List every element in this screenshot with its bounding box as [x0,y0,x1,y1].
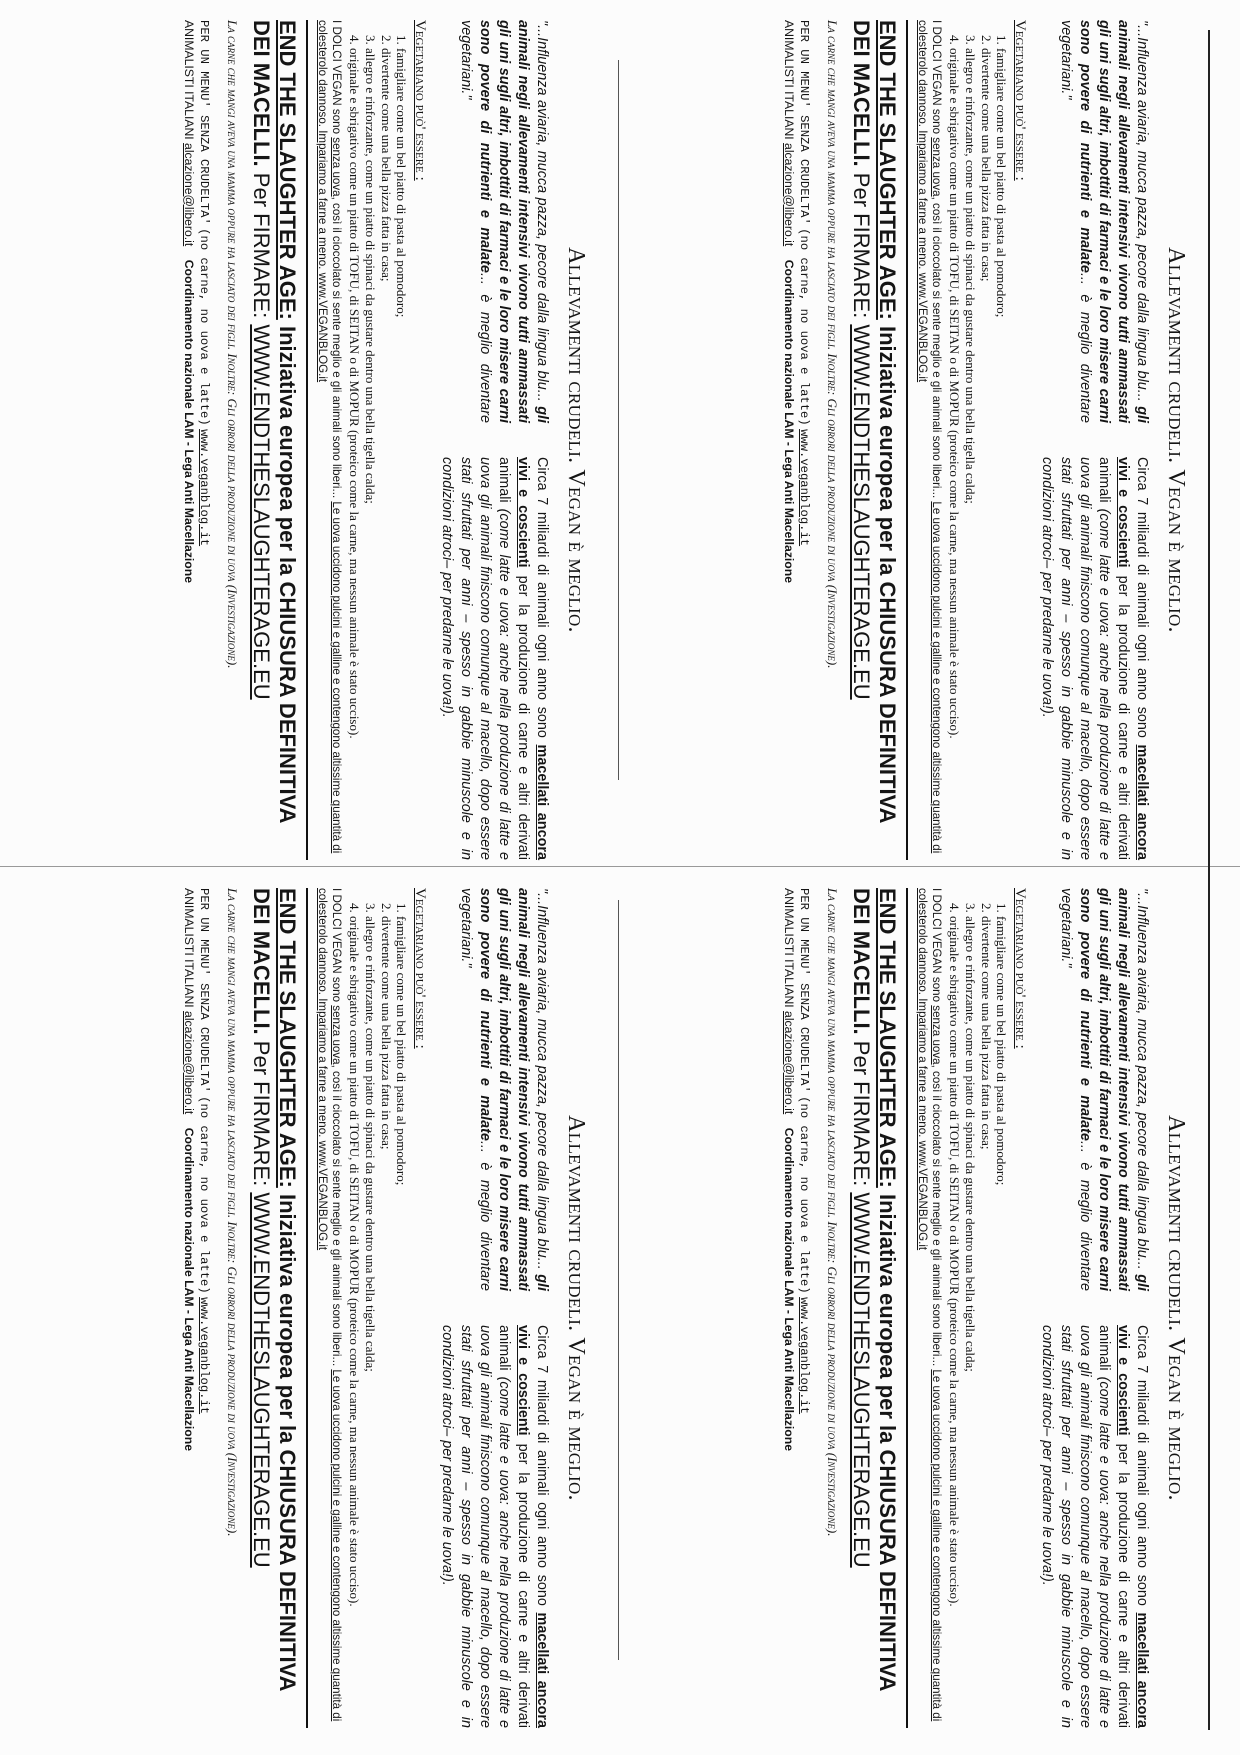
end-url-link[interactable]: WWW.ENDTHESLAUGHTERAGE.EU [849,1192,875,1568]
end-title: END THE SLAUGHTER AGE: [875,888,901,1188]
quote-intro: "...Influenza aviaria, mucca pazza, pecore dalla lingua blu... [1134,888,1151,1275]
veg-heading: Vegetariano può' essere : [412,20,429,181]
dolci-mid: , così il cioccolato si sente meglio e gli animali sono liberi... [329,1064,343,1370]
end-slaughter-block [248,888,309,1728]
end-url-link[interactable]: WWW.ENDTHESLAUGHTERAGE.EU [849,324,875,700]
flyer-title: Allevamenti crudeli. Vegan è meglio. [1163,247,1189,633]
list-item: 3. allegro e rinforzante, come un piatto di spinaci da gustare dentro una bella tigella calda; [962,916,978,1728]
carne-line: La carne che mangi aveva una mamma oppure ha lasciato dei figli. Inoltre: Gli orrori della produzione di uova (Investigazione). [224,888,240,1537]
quote-column [437,20,551,423]
menu-line [182,888,212,1728]
list-item: 1. famigliare come un bel piatto di pasta al pomodoro; [994,916,1010,1728]
circa-mid: per la produzione di carne e altri derivati animali [496,457,532,860]
veg-heading: Vegetariano può' essere : [1012,888,1029,1049]
quote-end: ... è meglio diventare vegetariani." [458,20,494,423]
email-link[interactable]: alcazione@libero.it [782,143,797,247]
coordinamento: Coordinamento nazionale LAM - Lega Anti Macellazione [182,259,197,583]
flyer-title: Allevamenti crudeli. Vegan è meglio. [563,1115,589,1501]
end-initiative: Iniziativa europea per la CHIUSURA DEFINITIVA DEI MACELLI. [849,20,901,823]
end-firmare: Per FIRMARE: [249,1040,275,1187]
dolci-senza-uova: senza uova [329,137,343,197]
end-url-link[interactable]: WWW.ENDTHESLAUGHTERAGE.EU [249,324,275,700]
circa-mid: per la produzione di carne e altri derivati animali [496,1325,532,1728]
menu-note: (no carne, no uova e latte) [797,1096,812,1294]
veg-list [947,48,1009,860]
list-item: 4. originale e sbrigativo come un piatto di TOFU, di SEITAN o di MOPUR (proteico come la carne, ma nessun animale è stato ucciso). [947,916,963,1728]
circa-italic: (come latte e uova: anche nella produzione di latte e uova gli animali finiscono comunque al macello, dopo essere stati sfruttati per anni – spesso in gabbie minuscole e in condizioni atroci– per predarne le uova!). [439,1325,513,1728]
circa-bold: macellati ancora vivi e coscienti [1115,1325,1151,1728]
dolci-end: Le uova uccidono pulcini e galline e contengono altissime quantità di colesterolo dannoso. Impariamo a farne a meno. www.VEGANBLOG.it [315,888,343,1722]
coordinamento: Coordinamento nazionale LAM - Lega Anti Macellazione [182,1127,197,1451]
flyer [42,10,600,870]
dolci-mid: , così il cioccolato si sente meglio e gli animali sono liberi... [329,196,343,502]
veg-list [347,916,409,1728]
circa-italic: (come latte e uova: anche nella produzione di latte e uova gli animali finiscono comunque al macello, dopo essere stati sfruttati per anni – spesso in gabbie minuscole e in condizioni atroci– per predarne le uova!). [1039,1325,1113,1728]
list-item: 3. allegro e rinforzante, come un piatto di spinaci da gustare dentro una bella tigella calda; [962,48,978,860]
dolci-end: Le uova uccidono pulcini e galline e contengono altissime quantità di colesterolo dannoso. Impariamo a farne a meno. www.VEGANBLOG.it [915,888,943,1722]
end-firmare: Per FIRMARE: [249,172,275,319]
end-url-link[interactable]: WWW.ENDTHESLAUGHTERAGE.EU [249,1192,275,1568]
carne-line: La carne che mangi aveva una mamma oppure ha lasciato dei figli. Inoltre: Gli orrori della produzione di uova (Investigazione). [824,20,840,669]
flyer [42,878,600,1738]
list-item: 2. divertente come una bella pizza fatta in casa; [378,48,394,860]
circa-intro: Circa 7 miliardi di animali ogni anno sono [1134,457,1151,745]
menu-note: (no carne, no uova e latte) [197,228,212,426]
end-title: END THE SLAUGHTER AGE: [875,20,901,320]
circa-mid: per la produzione di carne e altri derivati animali [1096,1325,1132,1728]
circa-column [1037,457,1151,860]
circa-italic: (come latte e uova: anche nella produzione di latte e uova gli animali finiscono comunque al macello, dopo essere stati sfruttati per anni – spesso in gabbie minuscole e in condizioni atroci– per predarne le uova!). [439,457,513,860]
menu-prefix: PER UN MENU' SENZA CRUDELTA' [197,888,212,1093]
veg-list [947,916,1009,1728]
circa-italic: (come latte e uova: anche nella produzione di latte e uova gli animali finiscono comunque al macello, dopo essere stati sfruttati per anni – spesso in gabbie minuscole e in condizioni atroci– per predarne le uova!). [1039,457,1113,860]
flyer-top-right [642,10,1200,870]
circa-column [1037,1325,1151,1728]
dolci-vegan-text [914,20,942,860]
list-item: 3. allegro e rinforzante, come un piatto di spinaci da gustare dentro una bella tigella calda; [362,48,378,860]
flyer-bottom-left [42,878,600,1738]
dolci-intro: I DOLCI VEGAN sono [929,20,943,138]
quote-intro: "...Influenza aviaria, mucca pazza, pecore dalla lingua blu... [534,20,551,407]
circa-column [437,457,551,860]
circa-column [437,1325,551,1728]
menu-prefix: PER UN MENU' SENZA CRUDELTA' [797,20,812,225]
veg-heading: Vegetariano può' essere : [1012,20,1029,181]
flyer-title: Allevamenti crudeli. Vegan è meglio. [1163,1115,1189,1501]
quote-intro: "...Influenza aviaria, mucca pazza, pecore dalla lingua blu... [534,888,551,1275]
end-slaughter-block [848,888,909,1728]
dolci-senza-uova: senza uova [329,1005,343,1065]
veganblog-link[interactable]: www.veganblog.it [797,1297,812,1415]
quote-bold: gli animali negli allevamenti intensivi vivono tutti ammassati gli uni sugli altri, imbottiti di farmaci e le loro misere carni sono povere di nutrienti e malate [1077,20,1151,423]
end-initiative: Iniziativa europea per la CHIUSURA DEFINITIVA DEI MACELLI. [249,20,301,823]
end-title: END THE SLAUGHTER AGE: [275,888,301,1188]
veganblog-link[interactable]: www.veganblog.it [197,1297,212,1415]
dolci-vegan-text [914,888,942,1728]
quote-bold: gli animali negli allevamenti intensivi vivono tutti ammassati gli uni sugli altri, imbottiti di farmaci e le loro misere carni sono povere di nutrienti e malate [477,888,551,1291]
cut-line-vertical-lower [618,900,619,1660]
veganblog-link[interactable]: www.veganblog.it [197,429,212,547]
list-item: 1. famigliare come un bel piatto di pasta al pomodoro; [994,48,1010,860]
quote-end: ... è meglio diventare vegetariani." [458,888,494,1291]
carne-line: La carne che mangi aveva una mamma oppure ha lasciato dei figli. Inoltre: Gli orrori della produzione di uova (Investigazione). [824,888,840,1537]
quote-column [1037,888,1151,1291]
circa-bold: macellati ancora vivi e coscienti [515,1325,551,1728]
animalisti: ANIMALISTI ITALIANI [782,888,797,1008]
veganblog-link[interactable]: www.veganblog.it [797,429,812,547]
circa-bold: macellati ancora vivi e coscienti [1115,457,1151,860]
dolci-intro: I DOLCI VEGAN sono [929,888,943,1006]
flyer [642,10,1200,870]
circa-intro: Circa 7 miliardi di animali ogni anno sono [1134,1325,1151,1613]
list-item: 2. divertente come una bella pizza fatta in casa; [978,916,994,1728]
end-slaughter-block [248,20,309,860]
end-firmare: Per FIRMARE: [849,172,875,319]
circa-bold: macellati ancora vivi e coscienti [515,457,551,860]
menu-prefix: PER UN MENU' SENZA CRUDELTA' [197,20,212,225]
menu-line [782,20,812,860]
email-link[interactable]: alcazione@libero.it [782,1011,797,1115]
veg-list [347,48,409,860]
animalisti: ANIMALISTI ITALIANI [182,888,197,1008]
list-item: 2. divertente come una bella pizza fatta in casa; [978,48,994,860]
quote-column [437,888,551,1291]
flyer-top-left [42,10,600,870]
end-firmare: Per FIRMARE: [849,1040,875,1187]
menu-note: (no carne, no uova e latte) [797,228,812,426]
dolci-mid: , così il cioccolato si sente meglio e gli animali sono liberi... [929,1064,943,1370]
quote-end: ... è meglio diventare vegetariani." [1058,888,1094,1291]
menu-note: (no carne, no uova e latte) [197,1096,212,1294]
page-edge-right [1208,30,1210,1730]
circa-intro: Circa 7 miliardi di animali ogni anno sono [534,457,551,745]
cut-line-vertical [618,60,619,780]
list-item: 2. divertente come una bella pizza fatta in casa; [378,916,394,1728]
quote-column [1037,20,1151,423]
flyer-bottom-right [642,878,1200,1738]
flyer-title: Allevamenti crudeli. Vegan è meglio. [563,247,589,633]
menu-line [782,888,812,1728]
animalisti: ANIMALISTI ITALIANI [182,20,197,140]
coordinamento: Coordinamento nazionale LAM - Lega Anti Macellazione [782,259,797,583]
quote-intro: "...Influenza aviaria, mucca pazza, pecore dalla lingua blu... [1134,20,1151,407]
end-title: END THE SLAUGHTER AGE: [275,20,301,320]
dolci-end: Le uova uccidono pulcini e galline e contengono altissime quantità di colesterolo dannoso. Impariamo a farne a meno. www.VEGANBLOG.it [315,20,343,854]
menu-prefix: PER UN MENU' SENZA CRUDELTA' [797,888,812,1093]
list-item: 4. originale e sbrigativo come un piatto di TOFU, di SEITAN o di MOPUR (proteico come la carne, ma nessun animale è stato ucciso). [947,48,963,860]
end-slaughter-block [848,20,909,860]
dolci-intro: I DOLCI VEGAN sono [329,888,343,1006]
end-initiative: Iniziativa europea per la CHIUSURA DEFINITIVA DEI MACELLI. [849,888,901,1691]
circa-intro: Circa 7 miliardi di animali ogni anno sono [534,1325,551,1613]
email-link[interactable]: alcazione@libero.it [182,143,197,247]
circa-mid: per la produzione di carne e altri derivati animali [1096,457,1132,860]
dolci-end: Le uova uccidono pulcini e galline e contengono altissime quantità di colesterolo dannoso. Impariamo a farne a meno. www.VEGANBLOG.it [915,20,943,854]
flyer [642,878,1200,1738]
end-initiative: Iniziativa europea per la CHIUSURA DEFINITIVA DEI MACELLI. [249,888,301,1691]
dolci-vegan-text [314,20,342,860]
quote-bold: gli animali negli allevamenti intensivi vivono tutti ammassati gli uni sugli altri, imbottiti di farmaci e le loro misere carni sono povere di nutrienti e malate [477,20,551,423]
veg-heading: Vegetariano può' essere : [412,888,429,1049]
dolci-mid: , così il cioccolato si sente meglio e gli animali sono liberi... [929,196,943,502]
list-item: 4. originale e sbrigativo come un piatto di TOFU, di SEITAN o di MOPUR (proteico come la carne, ma nessun animale è stato ucciso). [347,916,363,1728]
dolci-vegan-text [314,888,342,1728]
email-link[interactable]: alcazione@libero.it [182,1011,197,1115]
menu-line [182,20,212,860]
list-item: 1. famigliare come un bel piatto di pasta al pomodoro; [394,916,410,1728]
dolci-intro: I DOLCI VEGAN sono [329,20,343,138]
animalisti: ANIMALISTI ITALIANI [782,20,797,140]
dolci-senza-uova: senza uova [929,137,943,197]
list-item: 1. famigliare come un bel piatto di pasta al pomodoro; [394,48,410,860]
quote-bold: gli animali negli allevamenti intensivi vivono tutti ammassati gli uni sugli altri, imbottiti di farmaci e le loro misere carni sono povere di nutrienti e malate [1077,888,1151,1291]
quote-end: ... è meglio diventare vegetariani." [1058,20,1094,423]
coordinamento: Coordinamento nazionale LAM - Lega Anti Macellazione [782,1127,797,1451]
carne-line: La carne che mangi aveva una mamma oppure ha lasciato dei figli. Inoltre: Gli orrori della produzione di uova (Investigazione). [224,20,240,669]
list-item: 3. allegro e rinforzante, come un piatto di spinaci da gustare dentro una bella tigella calda; [362,916,378,1728]
dolci-senza-uova: senza uova [929,1005,943,1065]
list-item: 4. originale e sbrigativo come un piatto di TOFU, di SEITAN o di MOPUR (proteico come la carne, ma nessun animale è stato ucciso). [347,48,363,860]
